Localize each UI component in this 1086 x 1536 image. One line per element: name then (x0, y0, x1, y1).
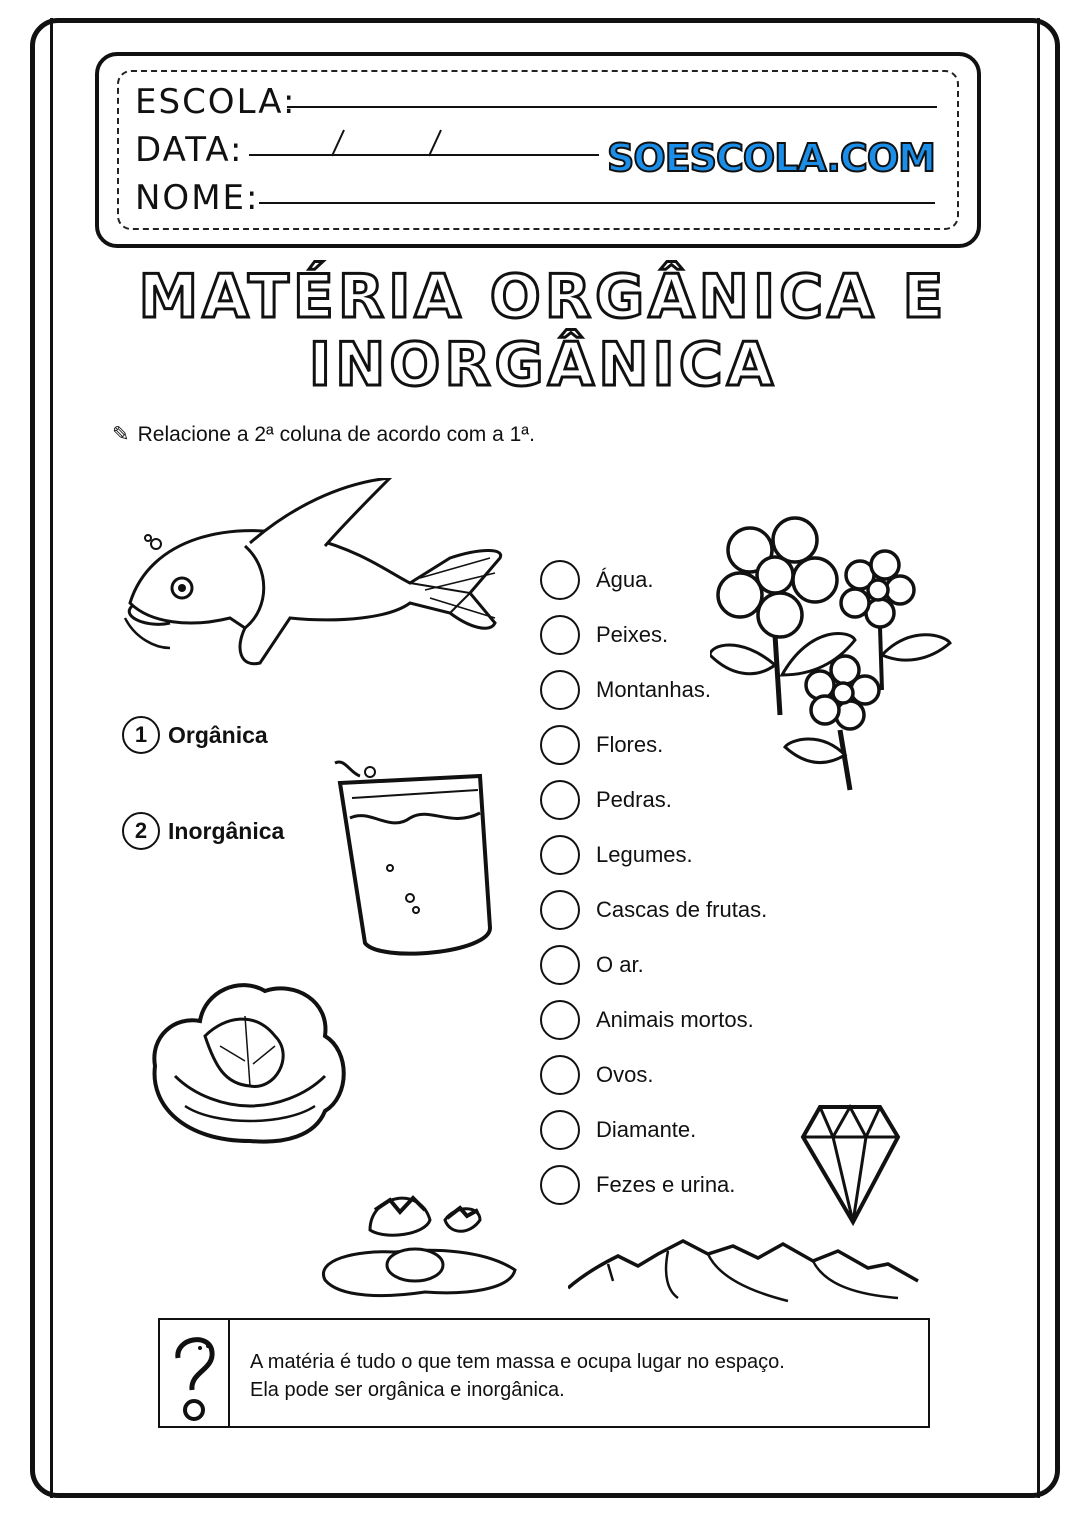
question-mark-character-icon (170, 1330, 220, 1422)
answer-circle[interactable] (540, 1110, 580, 1150)
page-title-line1: MATÉRIA ORGÂNICA E (138, 262, 948, 332)
fish-illustration (110, 478, 510, 673)
date-slashes (314, 126, 454, 158)
item-label: Flores. (596, 732, 664, 757)
info-line1: A matéria é tudo o que tem massa e ocupa lugar no espaço. (250, 1351, 785, 1373)
item-label: Diamante. (596, 1117, 697, 1142)
escola-field[interactable] (287, 106, 937, 108)
nome-label: NOME: (135, 178, 260, 218)
list-item (540, 615, 668, 655)
answer-circle[interactable] (540, 945, 580, 985)
info-text (250, 1348, 785, 1404)
item-label: Montanhas. (596, 677, 711, 702)
list-item (540, 1165, 735, 1205)
list-item (540, 1110, 696, 1150)
item-label: O ar. (596, 952, 644, 977)
escola-label: ESCOLA: (135, 82, 297, 122)
legend-number: 2 (122, 812, 160, 850)
answer-circle[interactable] (540, 670, 580, 710)
item-label: Animais mortos. (596, 1007, 754, 1032)
page-title-line2: INORGÂNICA (308, 330, 778, 400)
list-item (540, 1055, 653, 1095)
item-label: Água. (596, 567, 654, 592)
lettuce-illustration (145, 976, 355, 1146)
item-label: Pedras. (596, 787, 672, 812)
answer-circle[interactable] (540, 1165, 580, 1205)
answer-circle[interactable] (540, 725, 580, 765)
list-item (540, 725, 663, 765)
answer-circle[interactable] (540, 890, 580, 930)
legend-organica (122, 716, 268, 754)
legend-inorganica (122, 812, 284, 850)
instruction (112, 422, 535, 447)
list-item (540, 890, 767, 930)
glass-of-water-illustration (330, 758, 500, 978)
data-label: DATA: (135, 130, 244, 170)
brand-logo: SOESCOLA.COM (607, 136, 935, 180)
legend-number: 1 (122, 716, 160, 754)
escola-line (135, 82, 296, 122)
item-label: Peixes. (596, 622, 669, 647)
mountains-illustration (568, 1236, 920, 1311)
instruction-text: Relacione a 2ª coluna de acordo com a 1ª. (137, 423, 535, 446)
list-item (540, 945, 644, 985)
item-label: Cascas de frutas. (596, 897, 768, 922)
info-line2: Ela pode ser orgânica e inorgânica. (250, 1379, 565, 1401)
pencil-icon: ✎ (112, 423, 130, 446)
answer-circle[interactable] (540, 615, 580, 655)
header-box (95, 52, 981, 248)
answer-circle[interactable] (540, 1000, 580, 1040)
legend-label: Inorgânica (168, 817, 285, 844)
item-label: Ovos. (596, 1062, 654, 1087)
list-item (540, 835, 693, 875)
item-label: Fezes e urina. (596, 1172, 736, 1197)
data-line (135, 130, 243, 170)
nome-line (135, 178, 259, 218)
list-item (540, 780, 672, 820)
info-divider (228, 1320, 230, 1426)
list-item (540, 1000, 754, 1040)
answer-circle[interactable] (540, 835, 580, 875)
answer-circle[interactable] (540, 560, 580, 600)
diamond-illustration (798, 1102, 903, 1227)
list-item (540, 670, 711, 710)
item-label: Legumes. (596, 842, 693, 867)
flowers-illustration (710, 515, 955, 795)
list-item (540, 560, 654, 600)
info-box (158, 1318, 930, 1428)
answer-circle[interactable] (540, 780, 580, 820)
answer-circle[interactable] (540, 1055, 580, 1095)
legend-label: Orgânica (168, 721, 268, 748)
broken-eggs-illustration (315, 1180, 525, 1300)
nome-field[interactable] (259, 202, 935, 204)
